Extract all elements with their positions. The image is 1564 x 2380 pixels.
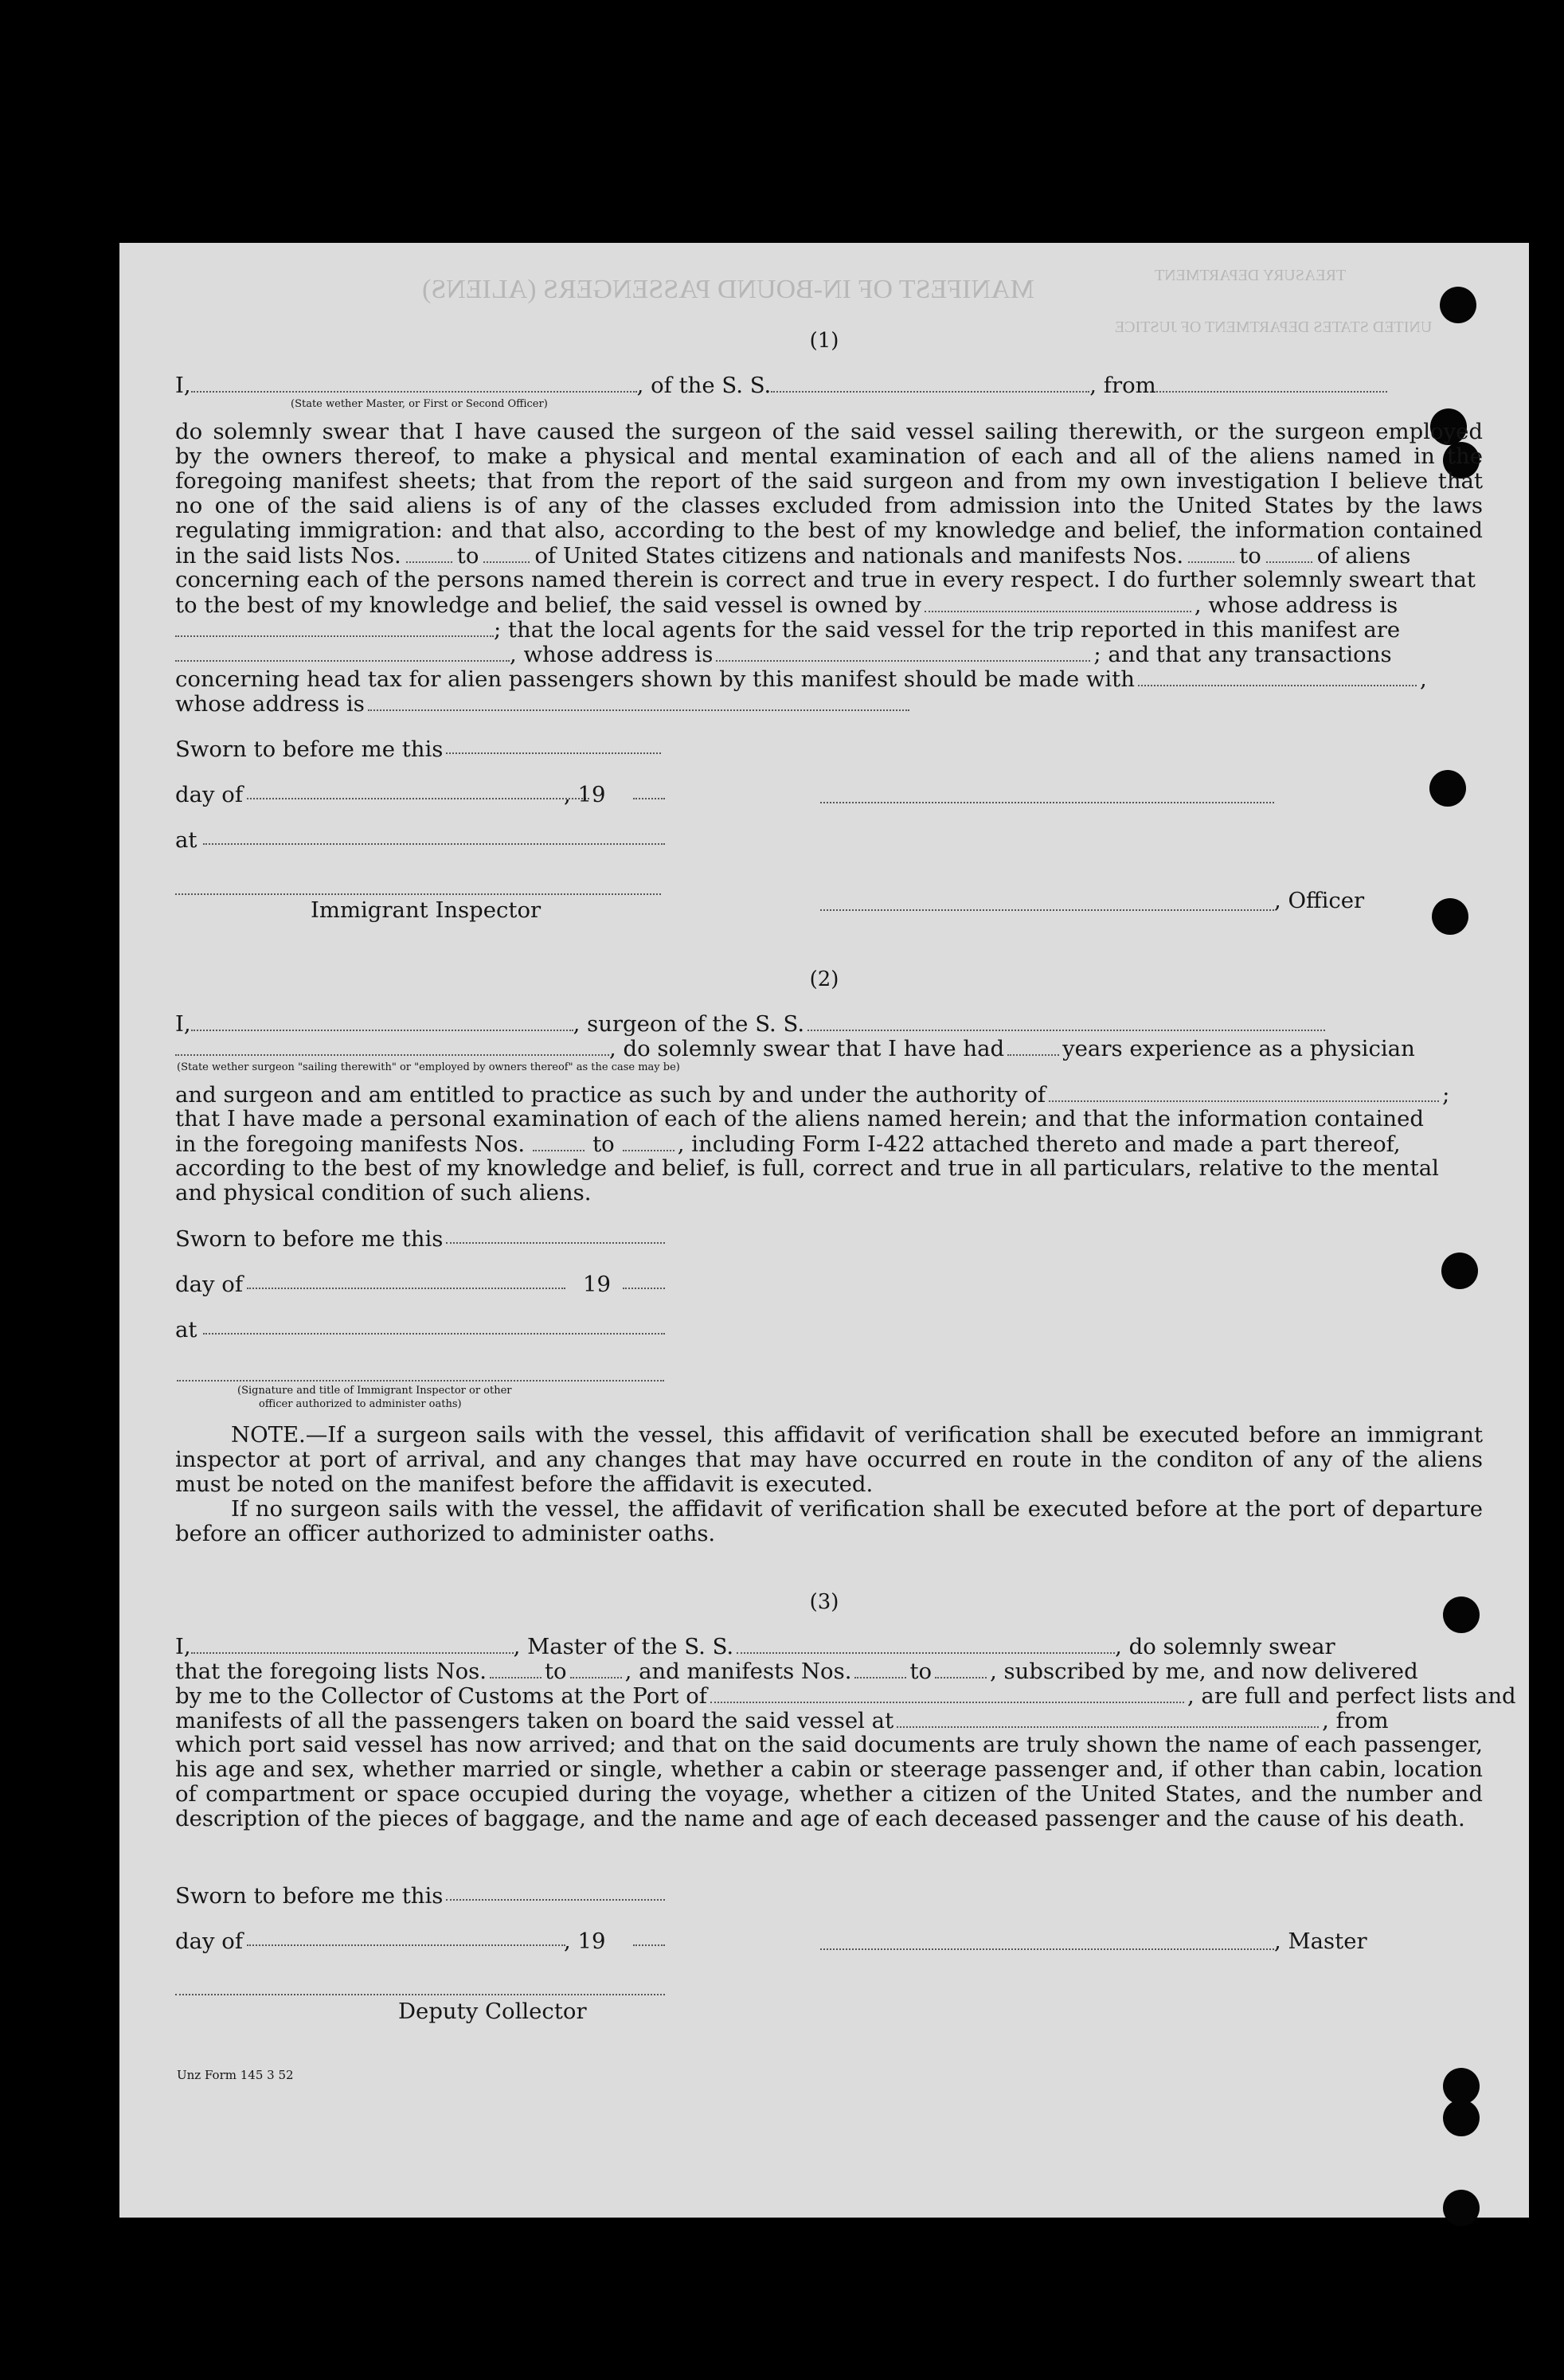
label: by me to the Collector of Customs at the Port of [175,1683,707,1709]
label: manifests of all the passengers taken on board the said vessel at [175,1708,894,1733]
punch-hole [1432,898,1468,935]
place-line [203,842,665,845]
text-line: according to the best of my knowledge and belief, is full, correct and true in all particulars, relative to the mental [175,1155,1439,1181]
punch-hole [1443,2190,1480,2226]
sworn-label: Sworn to before me this [175,737,444,762]
lists-numbers-line [175,543,1483,569]
at-label: at [175,1317,197,1342]
at-label: at [175,827,197,853]
text-line: that I have made a personal examination of each of the aliens named herein; and that the information contained [175,1106,1424,1131]
label: , are full and perfect lists and [1187,1683,1516,1709]
label: in the said lists Nos. [175,543,401,569]
label: I, [175,373,191,398]
agents-line [175,617,1483,643]
section-3-text: which port said vessel has now arrived; and that on the said documents are truly shown the name of each passenger, his age and sex, whether married or single, whether a cabin or steerage passenger and, if other than cabin, location of compartment or space occupied during the voyage, whether a citizen of the United States, and the number and description of the pieces of baggage, and the name and age of each deceased passenger and the cause of his death. [175,1732,1483,1831]
head-tax-line: concerning head tax for alien passengers shown by this manifest should be made with , [175,666,1427,692]
section-number-2: (2) [809,967,839,991]
year-label: 19 [583,1272,611,1297]
day-of-label: day of [175,782,244,807]
label: whose address is [175,691,365,717]
label: , surgeon of the S. S. [573,1011,805,1037]
label: to [592,1131,615,1157]
label: , whose address is [1194,592,1398,618]
whose-address-line [175,691,1483,717]
label: , from [1089,373,1156,398]
text-line: by the owners thereof, to make a physical and mental examination of each and all of the aliens named in the [175,444,1483,469]
punch-hole [1440,287,1476,323]
label: ; and that any transactions [1093,642,1392,667]
label: , including Form I-422 attached thereto and made a part thereof, [677,1131,1401,1157]
master-label: , Master [1274,1929,1367,1954]
section-number-3: (3) [809,1590,839,1614]
lists-manifests-line [175,1659,1483,1684]
label: , Master of the S. S. [513,1634,734,1659]
date-line [247,1943,565,1946]
date-line [247,796,589,799]
label: ; that the local agents for the said vessel for the trip reported in this manifest are [494,617,1401,643]
signature-line [446,1897,665,1901]
deputy-collector-label: Deputy Collector [398,1999,587,2024]
section-1-text [175,420,1483,543]
document-sheet [119,243,1529,2218]
label: , of the S. S. [636,373,772,398]
punch-hole [1441,1253,1478,1289]
label: , do solemnly swear that I have had [609,1036,1005,1061]
text-line: and physical condition of such aliens. [175,1180,592,1206]
text-line: regulating immigration: and that also, according to the best of my knowledge and belief, the information contained [175,518,1483,543]
sworn-label: Sworn to before me this [175,1226,444,1252]
year-line [633,796,665,799]
text-line: no one of the said aliens is of any of the classes excluded from admission into the United States by the laws [175,493,1483,518]
text-line: do solemnly swear that I have caused the surgeon of the said vessel sailing therewith, or the surgeon employed [175,419,1483,444]
master-signature-line [820,1947,1274,1950]
label: in the foregoing manifests Nos. [175,1131,526,1157]
label: to [909,1659,933,1684]
master-line [175,1634,1483,1659]
signature-line [446,751,661,754]
officer-line [820,908,1274,911]
label: that the foregoing lists Nos. [175,1659,487,1684]
label: to [544,1659,567,1684]
year-line [633,1943,665,1946]
inspector-line [175,892,661,895]
label: , subscribed by me, and now delivered [990,1659,1418,1684]
signature-caption: officer authorized to administer oaths) [259,1398,462,1410]
label: to the best of my knowledge and belief, the said vessel is owned by [175,592,921,618]
label: , whose address is [510,642,714,667]
label: to [1239,543,1261,569]
label: , do solemnly swear [1115,1634,1335,1659]
label: of United States citizens and nationals and manifests Nos. [534,543,1184,569]
text-line: concerning each of the persons named therein is correct and true in every respect. I do further solemnly sweart that [175,567,1476,592]
officer-note: (State wether Master, or First or Second Officer) [291,398,548,410]
boarding-line [175,1708,1483,1733]
punch-hole [1429,770,1466,807]
label: and surgeon and am entitled to practice as such by and under the authority of [175,1082,1046,1108]
label: , from [1322,1708,1389,1733]
year-label: , 19 [564,782,606,807]
master-declaration-line [175,373,1483,398]
label: I, [175,1634,191,1659]
collector-line [175,1992,665,1995]
note-paragraph: If no surgeon sails with the vessel, the affidavit of verification shall be executed before at the port of departure before an officer authorized to administer oaths. [175,1496,1483,1546]
owner-line [175,592,1483,618]
bleed-through-text: TREASURY DEPARTMENT [1155,267,1347,284]
day-of-label: day of [175,1272,244,1297]
authority-line: and surgeon and am entitled to practice as such by and under the authority of ; [175,1082,1450,1108]
surgeon-note: (State wether surgeon "sailing therewith" or "employed by owners thereof" as the case may be) [177,1061,680,1073]
bleed-through-text: UNITED STATES DEPARTMENT OF JUSTICE [1115,319,1433,336]
year-line [623,1286,665,1289]
agents-address-line [175,642,1483,667]
immigrant-inspector-label: Immigrant Inspector [311,897,542,923]
year-label: , 19 [564,1929,606,1954]
label: , and manifests Nos. [624,1659,852,1684]
section-number-1: (1) [809,329,839,353]
officer-label: , Officer [1274,888,1365,913]
note-paragraph: NOTE.—If a surgeon sails with the vessel, this affidavit of verification shall be executed before an immigrant inspector at port of arrival, and any changes that may have occurred en route in the conditon of any of the aliens must be noted on the manifest before the affidavit is executed. [175,1422,1483,1497]
inspector-line [177,1378,664,1381]
label: of aliens [1316,543,1411,569]
experience-line [175,1036,1483,1061]
surgeon-line [175,1011,1483,1037]
manifests-line [175,1131,1483,1157]
place-line [203,1331,665,1335]
port-line [175,1683,1516,1709]
text-line: foregoing manifest sheets; that from the report of the said surgeon and from my own investigation I believe that [175,468,1483,494]
label: I, [175,1011,191,1037]
label: years experience as a physician [1062,1036,1415,1061]
punch-hole [1443,2100,1480,2136]
bleed-through-text: MANIFEST OF IN-BOUND PASSENGERS (ALIENS) [422,275,1034,304]
signature-line [446,1241,665,1244]
label: concerning head tax for alien passengers shown by this manifest should be made with [175,666,1135,692]
form-number: Unz Form 145 3 52 [177,2068,294,2082]
sworn-label: Sworn to before me this [175,1883,444,1909]
date-line [247,1286,565,1289]
label: to [456,543,479,569]
signature-caption: (Signature and title of Immigrant Inspector or other [237,1385,512,1397]
day-of-label: day of [175,1929,244,1954]
signature-line [820,800,1274,803]
